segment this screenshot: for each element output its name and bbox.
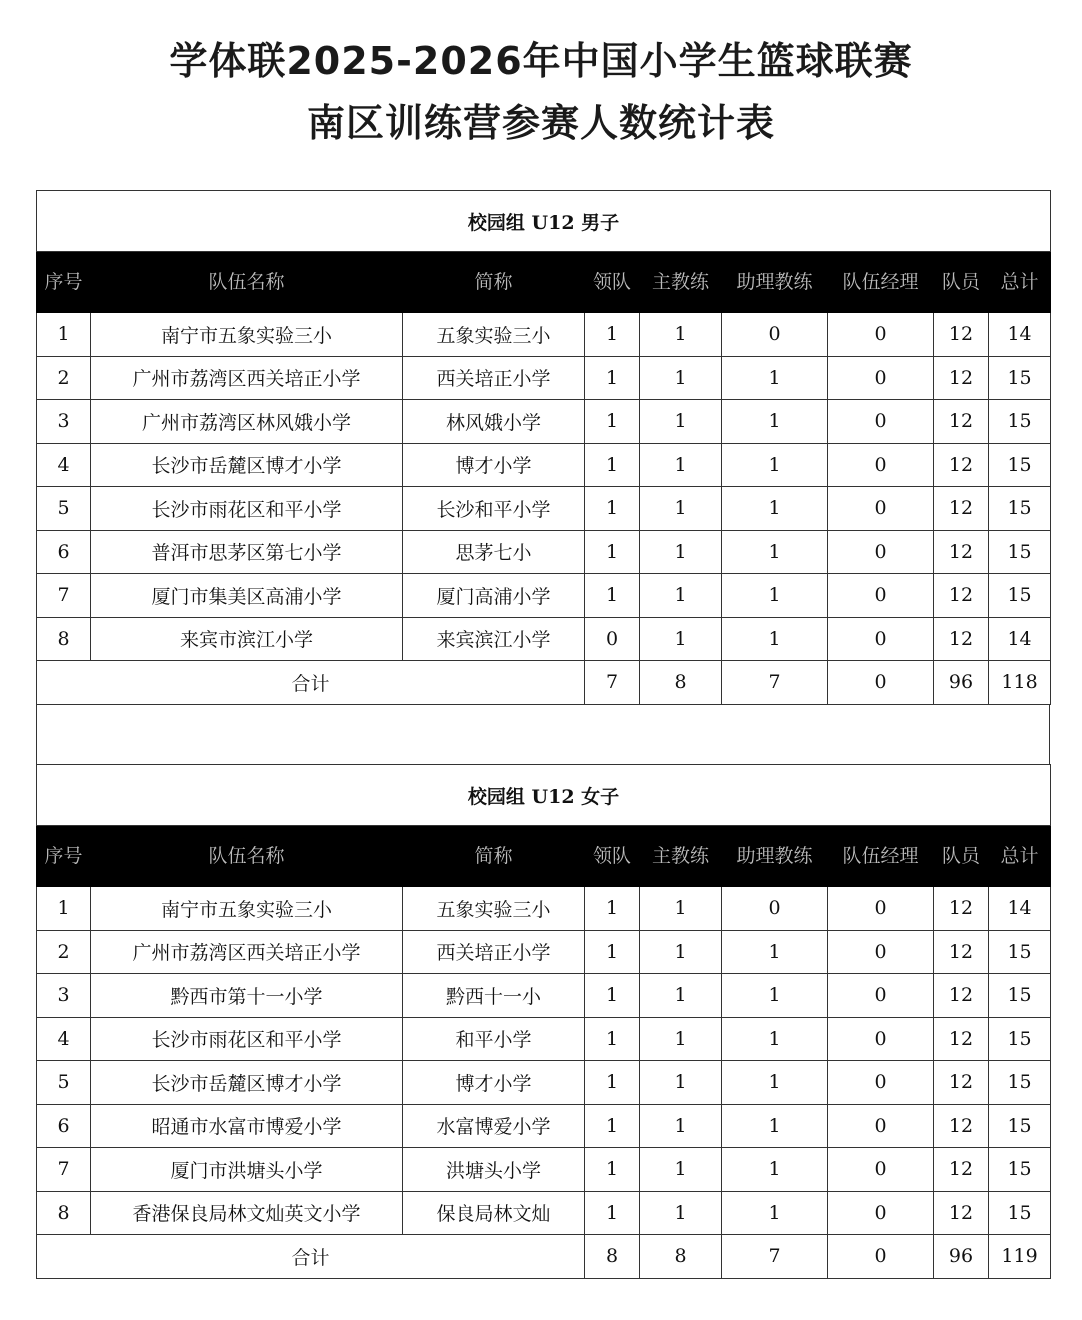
total-cell: 7	[722, 1235, 828, 1279]
manager-cell: 0	[828, 530, 934, 574]
table-row	[37, 1191, 1051, 1235]
table-row	[37, 530, 1051, 574]
assistant-coach-cell: 1	[722, 356, 828, 400]
table-row	[37, 574, 1051, 618]
seq-cell: 8	[37, 617, 91, 661]
header-leader: 领队	[585, 252, 640, 313]
assistant-coach-cell: 1	[722, 487, 828, 531]
total-cell: 119	[989, 1235, 1051, 1279]
assistant-coach-cell: 1	[722, 1104, 828, 1148]
team-name-cell: 长沙市岳麓区博才小学	[91, 1061, 403, 1105]
manager-cell: 0	[828, 1017, 934, 1061]
players-cell: 12	[934, 887, 989, 931]
document-title-line-2: 南区训练营参赛人数统计表	[306, 101, 775, 145]
total-label: 合计	[37, 661, 585, 705]
players-cell: 12	[934, 1104, 989, 1148]
header-total: 总计	[989, 826, 1051, 887]
table-row	[37, 400, 1051, 444]
assistant-coach-cell: 1	[722, 530, 828, 574]
table-row	[37, 617, 1051, 661]
total-cell: 15	[989, 530, 1051, 574]
assistant-coach-cell: 1	[722, 1017, 828, 1061]
manager-cell: 0	[828, 487, 934, 531]
boys-total-row	[37, 661, 1051, 705]
head-coach-cell: 1	[640, 1061, 722, 1105]
table-row	[37, 1017, 1051, 1061]
total-cell: 15	[989, 1148, 1051, 1192]
header-team: 队伍名称	[91, 252, 403, 313]
seq-cell: 1	[37, 313, 91, 357]
head-coach-cell: 1	[640, 574, 722, 618]
boys-group-title: 校园组 U12 男子	[37, 191, 1051, 252]
header-team: 队伍名称	[91, 826, 403, 887]
girls-total-row	[37, 1235, 1051, 1279]
short-name-cell: 博才小学	[403, 1061, 585, 1105]
header-head-coach: 主教练	[640, 826, 722, 887]
players-cell: 12	[934, 530, 989, 574]
players-cell: 12	[934, 1191, 989, 1235]
leader-cell: 1	[585, 887, 640, 931]
header-total: 总计	[989, 252, 1051, 313]
total-cell: 14	[989, 313, 1051, 357]
seq-cell: 2	[37, 356, 91, 400]
team-name-cell: 普洱市思茅区第七小学	[91, 530, 403, 574]
assistant-coach-cell: 1	[722, 617, 828, 661]
head-coach-cell: 1	[640, 617, 722, 661]
total-cell: 0	[828, 661, 934, 705]
seq-cell: 7	[37, 1148, 91, 1192]
header-players: 队员	[934, 826, 989, 887]
team-name-cell: 广州市荔湾区西关培正小学	[91, 930, 403, 974]
head-coach-cell: 1	[640, 974, 722, 1018]
leader-cell: 0	[585, 617, 640, 661]
leader-cell: 1	[585, 530, 640, 574]
table-row	[37, 356, 1051, 400]
short-name-cell: 博才小学	[403, 443, 585, 487]
short-name-cell: 思茅七小	[403, 530, 585, 574]
short-name-cell: 西关培正小学	[403, 356, 585, 400]
team-name-cell: 香港保良局林文灿英文小学	[91, 1191, 403, 1235]
manager-cell: 0	[828, 930, 934, 974]
table-row	[37, 443, 1051, 487]
head-coach-cell: 1	[640, 530, 722, 574]
players-cell: 12	[934, 313, 989, 357]
table-row	[37, 1061, 1051, 1105]
seq-cell: 5	[37, 1061, 91, 1105]
total-cell: 96	[934, 661, 989, 705]
seq-cell: 4	[37, 443, 91, 487]
header-players: 队员	[934, 252, 989, 313]
assistant-coach-cell: 1	[722, 1191, 828, 1235]
seq-cell: 7	[37, 574, 91, 618]
assistant-coach-cell: 1	[722, 1148, 828, 1192]
table-row	[37, 930, 1051, 974]
short-name-cell: 厦门高浦小学	[403, 574, 585, 618]
total-cell: 14	[989, 887, 1051, 931]
head-coach-cell: 1	[640, 356, 722, 400]
total-cell: 8	[585, 1235, 640, 1279]
seq-cell: 4	[37, 1017, 91, 1061]
short-name-cell: 西关培正小学	[403, 930, 585, 974]
players-cell: 12	[934, 356, 989, 400]
players-cell: 12	[934, 1017, 989, 1061]
seq-cell: 3	[37, 400, 91, 444]
boys-table-body	[37, 313, 1051, 661]
leader-cell: 1	[585, 1017, 640, 1061]
total-cell: 15	[989, 1104, 1051, 1148]
leader-cell: 1	[585, 930, 640, 974]
girls-table	[36, 764, 1051, 1279]
players-cell: 12	[934, 1061, 989, 1105]
total-cell: 15	[989, 974, 1051, 1018]
manager-cell: 0	[828, 443, 934, 487]
leader-cell: 1	[585, 1104, 640, 1148]
short-name-cell: 长沙和平小学	[403, 487, 585, 531]
header-short: 简称	[403, 252, 585, 313]
manager-cell: 0	[828, 574, 934, 618]
head-coach-cell: 1	[640, 443, 722, 487]
assistant-coach-cell: 1	[722, 574, 828, 618]
head-coach-cell: 1	[640, 313, 722, 357]
total-cell: 14	[989, 617, 1051, 661]
table-row	[37, 887, 1051, 931]
girls-table-body	[37, 887, 1051, 1235]
team-name-cell: 厦门市集美区高浦小学	[91, 574, 403, 618]
boys-table	[36, 190, 1051, 705]
head-coach-cell: 1	[640, 1017, 722, 1061]
total-cell: 8	[640, 661, 722, 705]
short-name-cell: 洪塘头小学	[403, 1148, 585, 1192]
players-cell: 12	[934, 930, 989, 974]
table-spacer	[36, 704, 1050, 764]
manager-cell: 0	[828, 356, 934, 400]
head-coach-cell: 1	[640, 930, 722, 974]
header-assistant: 助理教练	[722, 826, 828, 887]
total-cell: 15	[989, 356, 1051, 400]
table-row	[37, 487, 1051, 531]
leader-cell: 1	[585, 487, 640, 531]
total-cell: 15	[989, 1017, 1051, 1061]
players-cell: 12	[934, 617, 989, 661]
table-row	[37, 313, 1051, 357]
header-seq: 序号	[37, 826, 91, 887]
team-name-cell: 南宁市五象实验三小	[91, 313, 403, 357]
total-label: 合计	[37, 1235, 585, 1279]
short-name-cell: 和平小学	[403, 1017, 585, 1061]
manager-cell: 0	[828, 400, 934, 444]
header-head-coach: 主教练	[640, 252, 722, 313]
team-name-cell: 厦门市洪塘头小学	[91, 1148, 403, 1192]
seq-cell: 2	[37, 930, 91, 974]
short-name-cell: 来宾滨江小学	[403, 617, 585, 661]
leader-cell: 1	[585, 443, 640, 487]
total-cell: 15	[989, 400, 1051, 444]
team-name-cell: 长沙市岳麓区博才小学	[91, 443, 403, 487]
assistant-coach-cell: 1	[722, 443, 828, 487]
manager-cell: 0	[828, 1148, 934, 1192]
total-cell: 15	[989, 1061, 1051, 1105]
manager-cell: 0	[828, 1061, 934, 1105]
boys-header-row	[37, 252, 1051, 313]
seq-cell: 8	[37, 1191, 91, 1235]
head-coach-cell: 1	[640, 1148, 722, 1192]
header-leader: 领队	[585, 826, 640, 887]
assistant-coach-cell: 1	[722, 974, 828, 1018]
seq-cell: 6	[37, 530, 91, 574]
leader-cell: 1	[585, 1061, 640, 1105]
leader-cell: 1	[585, 1148, 640, 1192]
head-coach-cell: 1	[640, 887, 722, 931]
short-name-cell: 五象实验三小	[403, 313, 585, 357]
total-cell: 96	[934, 1235, 989, 1279]
seq-cell: 5	[37, 487, 91, 531]
team-name-cell: 南宁市五象实验三小	[91, 887, 403, 931]
header-short: 简称	[403, 826, 585, 887]
seq-cell: 3	[37, 974, 91, 1018]
players-cell: 12	[934, 574, 989, 618]
manager-cell: 0	[828, 974, 934, 1018]
players-cell: 12	[934, 487, 989, 531]
players-cell: 12	[934, 443, 989, 487]
assistant-coach-cell: 1	[722, 400, 828, 444]
assistant-coach-cell: 1	[722, 930, 828, 974]
manager-cell: 0	[828, 887, 934, 931]
team-name-cell: 广州市荔湾区西关培正小学	[91, 356, 403, 400]
leader-cell: 1	[585, 974, 640, 1018]
manager-cell: 0	[828, 313, 934, 357]
table-row	[37, 1104, 1051, 1148]
assistant-coach-cell: 0	[722, 887, 828, 931]
header-seq: 序号	[37, 252, 91, 313]
girls-header-row	[37, 826, 1051, 887]
header-manager: 队伍经理	[828, 252, 934, 313]
seq-cell: 6	[37, 1104, 91, 1148]
leader-cell: 1	[585, 400, 640, 444]
total-cell: 15	[989, 487, 1051, 531]
header-assistant: 助理教练	[722, 252, 828, 313]
short-name-cell: 黔西十一小	[403, 974, 585, 1018]
table-row	[37, 974, 1051, 1018]
players-cell: 12	[934, 1148, 989, 1192]
header-manager: 队伍经理	[828, 826, 934, 887]
total-cell: 118	[989, 661, 1051, 705]
manager-cell: 0	[828, 1191, 934, 1235]
leader-cell: 1	[585, 313, 640, 357]
short-name-cell: 林风娥小学	[403, 400, 585, 444]
players-cell: 12	[934, 974, 989, 1018]
manager-cell: 0	[828, 1104, 934, 1148]
total-cell: 15	[989, 574, 1051, 618]
team-name-cell: 长沙市雨花区和平小学	[91, 1017, 403, 1061]
team-name-cell: 广州市荔湾区林风娥小学	[91, 400, 403, 444]
head-coach-cell: 1	[640, 400, 722, 444]
total-cell: 7	[722, 661, 828, 705]
table-row	[37, 1148, 1051, 1192]
assistant-coach-cell: 0	[722, 313, 828, 357]
head-coach-cell: 1	[640, 487, 722, 531]
players-cell: 12	[934, 400, 989, 444]
short-name-cell: 保良局林文灿	[403, 1191, 585, 1235]
leader-cell: 1	[585, 1191, 640, 1235]
leader-cell: 1	[585, 574, 640, 618]
total-cell: 7	[585, 661, 640, 705]
total-cell: 15	[989, 443, 1051, 487]
girls-group-title: 校园组 U12 女子	[37, 765, 1051, 826]
short-name-cell: 水富博爱小学	[403, 1104, 585, 1148]
team-name-cell: 长沙市雨花区和平小学	[91, 487, 403, 531]
head-coach-cell: 1	[640, 1104, 722, 1148]
leader-cell: 1	[585, 356, 640, 400]
manager-cell: 0	[828, 617, 934, 661]
team-name-cell: 昭通市水富市博爱小学	[91, 1104, 403, 1148]
team-name-cell: 来宾市滨江小学	[91, 617, 403, 661]
document-title-line-1: 学体联2025-2026年中国小学生篮球联赛	[169, 39, 913, 83]
assistant-coach-cell: 1	[722, 1061, 828, 1105]
head-coach-cell: 1	[640, 1191, 722, 1235]
seq-cell: 1	[37, 887, 91, 931]
team-name-cell: 黔西市第十一小学	[91, 974, 403, 1018]
total-cell: 0	[828, 1235, 934, 1279]
total-cell: 8	[640, 1235, 722, 1279]
total-cell: 15	[989, 930, 1051, 974]
total-cell: 15	[989, 1191, 1051, 1235]
short-name-cell: 五象实验三小	[403, 887, 585, 931]
